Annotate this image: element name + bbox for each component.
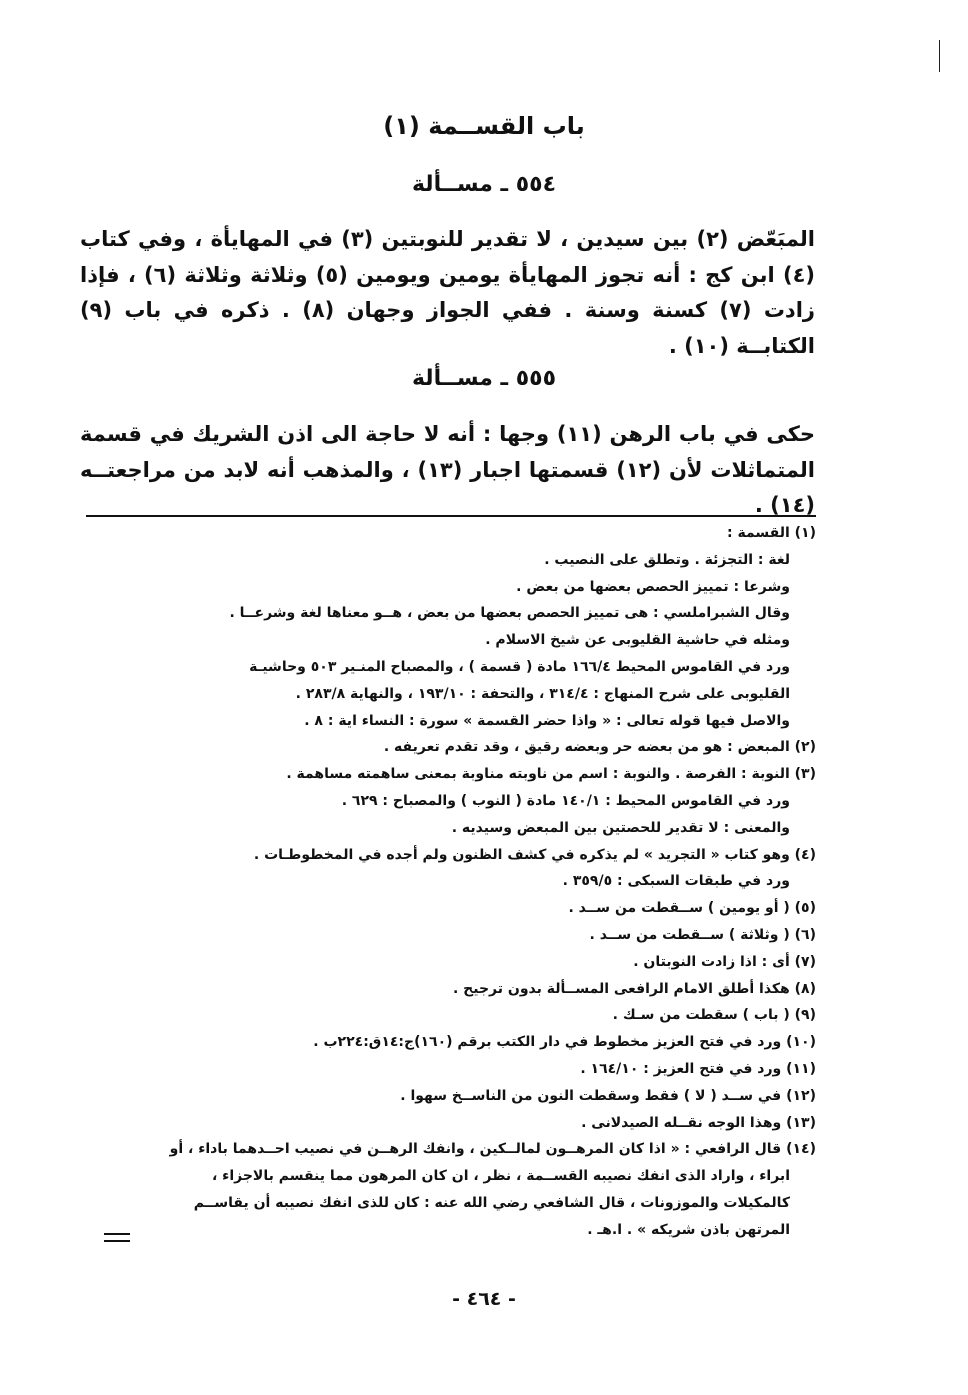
footnote-line: ورد في القاموس المحيط ١٦٦/٤ مادة ( قسمة ) ، والمصباح المنـير ٥٠٣ وحاشيـة	[249, 658, 790, 675]
footnote-line: ومثله في حاشية القليوبى عن شيخ الاسلام .	[485, 632, 790, 649]
footnote-line: (١١) ورد في فتح العزيز : ١٦٤/١٠ .	[580, 1060, 816, 1077]
footnote-line: (٢) المبعض : هو من بعضه حر وبعضه رقيق ، وقد تقدم تعريفه .	[383, 739, 816, 756]
footnote-line: وقال الشبراملسي : هى تمييز الحصص بعضها من بعض ، هــو معناها لغة وشرعــا .	[229, 605, 790, 622]
footnote-line: (١٠) ورد في فتح العزيز مخطوط في دار الكتب برقم (١٦٠)ج:١٤ق:٢٢٤ب .	[313, 1034, 816, 1051]
footnote-line: (٤) وهو كتاب « التجريد » لم يذكره في كشف الظنون ولم أجده في المخطوطـات .	[253, 846, 816, 863]
footnote-line: ابراء ، واراد الذى انفك نصيبه القســمة ، نظر ، ان كان المرهون مما ينقسم بالاجزاء ،	[211, 1168, 790, 1185]
footnote-line: (٨) هكذا أطلق الامام الرافعى المســألة بدون ترجيح .	[452, 980, 816, 997]
footnote-line: ورد في القاموس المحيط : ١٤٠/١ مادة ( النوب ) والمصباح : ٦٢٩ .	[341, 792, 790, 809]
footnote-line: المرتهن باذن شريكه » . ا.هـ .	[587, 1221, 790, 1238]
chapter-title: باب القســمة (١)	[383, 112, 585, 140]
footnote-line: والمعنى : لا تقدير للحصتين بين المبعض وسيديه .	[451, 819, 790, 836]
page-edge-mark	[939, 40, 940, 72]
footnote-line: وشرعا : تمييز الحصص بعضها من بعض .	[516, 578, 790, 595]
footnote-line: (١) القسمة :	[727, 525, 816, 541]
footnote-line: لغة : التجزئة . وتطلق على النصيب .	[544, 551, 790, 568]
footnote-line: (٣) النوبة : الفرصة . والنوبة : اسم من ناوبته مناوبة بمعنى ساهمته مساهمة .	[286, 766, 816, 783]
footnote-line: (١٣) وهذا الوجه نقــله الصيدلانى .	[581, 1114, 816, 1131]
footnote-line: كالمكيلات والموزونات ، قال الشافعي رضي الله عنه : كان للذى انفك نصيبه أن يقاســم	[193, 1194, 790, 1211]
issue-555-heading: ٥٥٥ ـ مســألة	[411, 366, 557, 391]
footnote-line: (٦) ( وثلاثة ) ســقطت من ســد .	[589, 926, 816, 943]
issue-555-text: حكى في باب الرهن (١١) وجها : أنه لا حاجة الى اذن الشريك في قسمة المتماثلات لأن (١٢) قسمتها اجبار (١٣) ، والمذهب أنه لابد من مراجعتــه (١٤) .	[80, 422, 815, 518]
footnote-line: والاصل فيها قوله تعالى : « واذا حضر القسمة » سورة : النساء اية : ٨ .	[304, 712, 790, 729]
page-number: - ٤٦٤ -	[452, 1288, 516, 1310]
footnote-line: (١٤) قال الرافعي : « اذا كان المرهــون لمالــكين ، وانفك الرهــن في نصيب احــدهما باداء ، أو	[169, 1141, 816, 1158]
footnote-line: القليوبى على شرح المنهاج : ٣١٤/٤ ، والتحفة : ١٩٣/١٠ ، والنهاية ٢٨٣/٨ .	[295, 685, 790, 702]
footnote-divider	[86, 515, 816, 517]
footnote-line: ورد في طبقات السبكى : ٣٥٩/٥ .	[562, 873, 790, 890]
footnote-line: (٩) ( باب ) سقطت من سـك .	[612, 1007, 816, 1024]
issue-554-text: المبَعّض (٢) بين سيدين ، لا تقدير للنوبتين (٣) في المهايأة ، وفي كتاب (٤) ابن كج : أنه تجوز المهايأة يومين ويومين (٥) وثلاثة وثلاثة (٦) ، فإذا زادت (٧) كسنة وسنة . ففي الجواز وجهان (٨) . ذكره في باب (٩) الكتابــة (١٠) .	[80, 227, 816, 359]
footnote-line: (٥) ( أو يومين ) ســقطت من ســد .	[568, 900, 816, 917]
footnote-line: (١٢) في ســد ( لا ) فقط وسقطت النون من الناســخ سهوا .	[400, 1087, 816, 1104]
footnotes-list	[96, 520, 816, 1244]
issue-554-heading: ٥٥٤ ـ مســألة	[411, 172, 557, 197]
end-double-rule	[104, 1233, 130, 1242]
footnote-line: (٧) أى : اذا زادت النوبتان .	[633, 953, 816, 970]
